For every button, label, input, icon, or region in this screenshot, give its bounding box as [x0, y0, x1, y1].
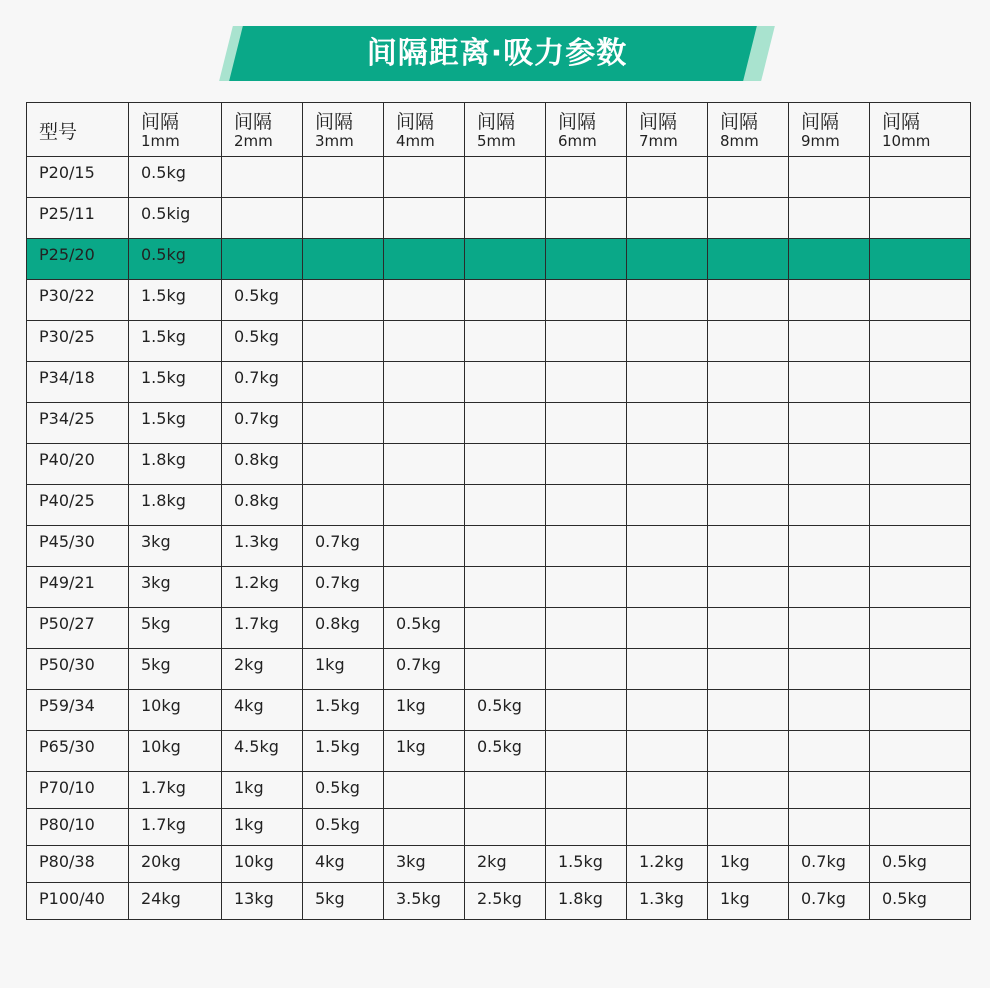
cell-value: [546, 608, 627, 649]
cell-value: [627, 403, 708, 444]
cell-value: [384, 485, 465, 526]
cell-model: P70/10: [27, 772, 129, 809]
cell-value: [303, 362, 384, 403]
cell-value: 0.7kg: [384, 649, 465, 690]
cell-value: [546, 444, 627, 485]
column-header: [789, 103, 870, 157]
cell-value: 1kg: [708, 883, 789, 920]
column-header-line1: 间隔: [882, 111, 921, 133]
table-row: [27, 198, 971, 239]
cell-value: 3kg: [384, 846, 465, 883]
cell-value: [546, 280, 627, 321]
cell-model: P40/25: [27, 485, 129, 526]
cell-value: [546, 362, 627, 403]
cell-value: [546, 772, 627, 809]
cell-value: [546, 239, 627, 280]
cell-value: 0.5kg: [465, 731, 546, 772]
cell-value: 1.5kg: [546, 846, 627, 883]
cell-value: [384, 198, 465, 239]
table-row: [27, 362, 971, 403]
cell-value: [708, 280, 789, 321]
table-row: [27, 526, 971, 567]
cell-model: P20/15: [27, 157, 129, 198]
cell-value: [789, 526, 870, 567]
cell-value: [870, 567, 971, 608]
cell-value: [627, 362, 708, 403]
cell-value: 1.8kg: [129, 485, 222, 526]
column-header-line1: 间隔: [234, 111, 273, 133]
cell-value: [708, 690, 789, 731]
column-header: [303, 103, 384, 157]
cell-value: [789, 485, 870, 526]
cell-value: 0.5kg: [129, 157, 222, 198]
cell-value: [384, 362, 465, 403]
cell-value: [708, 444, 789, 485]
cell-model: P45/30: [27, 526, 129, 567]
cell-value: [465, 649, 546, 690]
table-row: [27, 485, 971, 526]
column-header-line2: 6mm: [558, 132, 597, 150]
cell-value: [303, 198, 384, 239]
cell-value: [789, 608, 870, 649]
cell-value: [708, 403, 789, 444]
cell-value: 4kg: [303, 846, 384, 883]
cell-value: [384, 280, 465, 321]
cell-value: 4.5kg: [222, 731, 303, 772]
cell-value: [222, 198, 303, 239]
title-banner: [226, 26, 768, 81]
cell-value: [465, 362, 546, 403]
column-header-line1: 间隔: [639, 111, 678, 133]
spec-table: [26, 102, 971, 920]
cell-value: [789, 239, 870, 280]
cell-model: P30/25: [27, 321, 129, 362]
cell-value: [870, 321, 971, 362]
column-header-line2: 3mm: [315, 132, 354, 150]
cell-value: 0.5kg: [303, 772, 384, 809]
cell-value: 1kg: [222, 772, 303, 809]
cell-value: [384, 157, 465, 198]
cell-model: P100/40: [27, 883, 129, 920]
cell-value: [870, 772, 971, 809]
cell-value: 10kg: [129, 690, 222, 731]
table-row: [27, 608, 971, 649]
table-row: [27, 321, 971, 362]
cell-value: [870, 809, 971, 846]
cell-model: P30/22: [27, 280, 129, 321]
cell-model: P50/27: [27, 608, 129, 649]
cell-value: 0.5kg: [384, 608, 465, 649]
cell-value: 0.5kg: [870, 883, 971, 920]
cell-value: [627, 485, 708, 526]
cell-value: 0.8kg: [222, 444, 303, 485]
cell-value: [789, 772, 870, 809]
cell-value: 1.5kg: [129, 280, 222, 321]
cell-value: [627, 567, 708, 608]
cell-value: 1.5kg: [303, 690, 384, 731]
cell-value: [627, 198, 708, 239]
column-header: [129, 103, 222, 157]
column-header-line2: 9mm: [801, 132, 840, 150]
cell-value: 1.3kg: [627, 883, 708, 920]
cell-value: 0.5kg: [303, 809, 384, 846]
column-header-line2: 5mm: [477, 132, 516, 150]
cell-value: 0.7kg: [789, 846, 870, 883]
cell-value: [546, 321, 627, 362]
column-header-line2: 2mm: [234, 132, 273, 150]
cell-value: 1kg: [708, 846, 789, 883]
cell-value: [465, 526, 546, 567]
table-row: [27, 157, 971, 198]
cell-value: [870, 198, 971, 239]
cell-value: [870, 731, 971, 772]
cell-value: 0.7kg: [303, 567, 384, 608]
table-row-highlighted: [27, 239, 971, 280]
cell-value: [870, 608, 971, 649]
cell-value: [546, 731, 627, 772]
cell-value: [870, 690, 971, 731]
cell-value: [708, 321, 789, 362]
cell-model: P34/18: [27, 362, 129, 403]
cell-value: [870, 444, 971, 485]
cell-value: [303, 280, 384, 321]
cell-value: 2kg: [222, 649, 303, 690]
table-row: [27, 690, 971, 731]
cell-value: 20kg: [129, 846, 222, 883]
cell-value: [789, 403, 870, 444]
cell-value: 3kg: [129, 526, 222, 567]
cell-value: [627, 772, 708, 809]
cell-value: [465, 567, 546, 608]
cell-model: P80/10: [27, 809, 129, 846]
cell-value: [465, 608, 546, 649]
cell-value: [870, 157, 971, 198]
column-header-line2: 10mm: [882, 132, 931, 150]
column-header-line1: 间隔: [801, 111, 840, 133]
cell-value: 0.5kig: [129, 198, 222, 239]
cell-value: [546, 198, 627, 239]
table-row: [27, 403, 971, 444]
cell-value: [546, 157, 627, 198]
cell-value: [465, 239, 546, 280]
cell-value: [627, 444, 708, 485]
cell-value: 0.7kg: [222, 362, 303, 403]
cell-value: [465, 809, 546, 846]
cell-value: [303, 157, 384, 198]
cell-value: [465, 321, 546, 362]
cell-value: 0.7kg: [789, 883, 870, 920]
cell-value: [708, 809, 789, 846]
cell-value: [546, 649, 627, 690]
cell-value: 0.5kg: [129, 239, 222, 280]
cell-value: [303, 321, 384, 362]
table-row: [27, 772, 971, 809]
column-header-line2: 7mm: [639, 132, 678, 150]
cell-value: 13kg: [222, 883, 303, 920]
column-header: [708, 103, 789, 157]
cell-model: P59/34: [27, 690, 129, 731]
cell-value: 1kg: [222, 809, 303, 846]
table-row: [27, 280, 971, 321]
cell-value: 5kg: [129, 608, 222, 649]
cell-value: 3kg: [129, 567, 222, 608]
cell-value: 1.5kg: [129, 362, 222, 403]
cell-value: [708, 649, 789, 690]
column-header-line2: 8mm: [720, 132, 759, 150]
cell-value: 5kg: [129, 649, 222, 690]
cell-value: 5kg: [303, 883, 384, 920]
cell-value: 0.8kg: [303, 608, 384, 649]
cell-value: [384, 239, 465, 280]
cell-value: 0.8kg: [222, 485, 303, 526]
column-header-line1: 间隔: [720, 111, 759, 133]
cell-value: [465, 772, 546, 809]
cell-value: [789, 157, 870, 198]
cell-value: [465, 280, 546, 321]
column-header-line1: 间隔: [315, 111, 354, 133]
cell-value: 1kg: [303, 649, 384, 690]
cell-model: P25/20: [27, 239, 129, 280]
cell-value: 1kg: [384, 731, 465, 772]
cell-value: [303, 485, 384, 526]
cell-value: 2.5kg: [465, 883, 546, 920]
cell-value: [465, 485, 546, 526]
cell-model: P25/11: [27, 198, 129, 239]
cell-value: 1.8kg: [129, 444, 222, 485]
column-header-line2: 4mm: [396, 132, 435, 150]
cell-value: 1.3kg: [222, 526, 303, 567]
cell-value: 1.7kg: [129, 772, 222, 809]
cell-value: 1.5kg: [129, 403, 222, 444]
cell-value: [708, 362, 789, 403]
cell-value: 4kg: [222, 690, 303, 731]
cell-value: 0.5kg: [222, 280, 303, 321]
column-header-line1: 间隔: [141, 111, 180, 133]
cell-value: 0.5kg: [465, 690, 546, 731]
cell-value: [465, 403, 546, 444]
table-row: [27, 444, 971, 485]
cell-value: [789, 362, 870, 403]
cell-model: P80/38: [27, 846, 129, 883]
column-header: [384, 103, 465, 157]
table-row: [27, 567, 971, 608]
cell-value: 3.5kg: [384, 883, 465, 920]
cell-value: [627, 157, 708, 198]
column-header-line2: 1mm: [141, 132, 180, 150]
cell-value: [303, 444, 384, 485]
cell-value: [789, 567, 870, 608]
cell-value: [870, 485, 971, 526]
cell-value: 1.5kg: [129, 321, 222, 362]
column-header: [465, 103, 546, 157]
cell-value: [303, 403, 384, 444]
cell-value: [789, 321, 870, 362]
cell-value: [627, 321, 708, 362]
cell-value: [627, 608, 708, 649]
cell-value: [789, 690, 870, 731]
column-header-line1: 间隔: [477, 111, 516, 133]
cell-value: [789, 280, 870, 321]
cell-value: [870, 649, 971, 690]
cell-value: 0.5kg: [222, 321, 303, 362]
cell-value: [627, 690, 708, 731]
cell-value: 1.5kg: [303, 731, 384, 772]
cell-value: [384, 809, 465, 846]
cell-value: 1kg: [384, 690, 465, 731]
cell-value: 10kg: [222, 846, 303, 883]
cell-value: [870, 280, 971, 321]
cell-model: P40/20: [27, 444, 129, 485]
cell-value: [384, 444, 465, 485]
cell-value: [384, 567, 465, 608]
cell-model: P50/30: [27, 649, 129, 690]
cell-value: [384, 403, 465, 444]
cell-value: 0.5kg: [870, 846, 971, 883]
cell-value: [546, 690, 627, 731]
cell-model: P34/25: [27, 403, 129, 444]
column-header: [546, 103, 627, 157]
cell-model: P49/21: [27, 567, 129, 608]
cell-value: [627, 809, 708, 846]
cell-value: [870, 403, 971, 444]
cell-value: 0.7kg: [303, 526, 384, 567]
cell-value: [384, 526, 465, 567]
cell-value: [708, 157, 789, 198]
column-header: [627, 103, 708, 157]
cell-value: 2kg: [465, 846, 546, 883]
cell-value: [303, 239, 384, 280]
cell-value: 1.2kg: [222, 567, 303, 608]
cell-value: [627, 239, 708, 280]
cell-value: [789, 731, 870, 772]
cell-value: 24kg: [129, 883, 222, 920]
cell-value: [789, 444, 870, 485]
cell-value: [708, 731, 789, 772]
cell-value: [708, 772, 789, 809]
table-row: [27, 883, 971, 920]
cell-value: [789, 649, 870, 690]
cell-value: 10kg: [129, 731, 222, 772]
cell-value: [546, 526, 627, 567]
table-row: [27, 846, 971, 883]
cell-value: 1.2kg: [627, 846, 708, 883]
cell-value: [708, 239, 789, 280]
cell-value: [708, 567, 789, 608]
cell-value: [465, 157, 546, 198]
cell-value: [384, 321, 465, 362]
cell-value: [465, 198, 546, 239]
cell-value: 1.8kg: [546, 883, 627, 920]
cell-value: [708, 526, 789, 567]
cell-value: [789, 809, 870, 846]
cell-value: [627, 526, 708, 567]
cell-value: [222, 239, 303, 280]
cell-value: [870, 526, 971, 567]
column-header: [222, 103, 303, 157]
cell-value: 0.7kg: [222, 403, 303, 444]
cell-value: [546, 809, 627, 846]
page-title: 间隔距离·吸力参数: [366, 36, 628, 71]
column-header: [870, 103, 971, 157]
cell-value: [870, 239, 971, 280]
column-header-line1: 间隔: [396, 111, 435, 133]
cell-value: [546, 567, 627, 608]
table-header-row: [27, 103, 971, 157]
cell-value: [546, 403, 627, 444]
cell-value: [627, 731, 708, 772]
cell-value: [222, 157, 303, 198]
cell-value: [465, 444, 546, 485]
column-header-model: 型号: [27, 103, 129, 157]
table-row: [27, 649, 971, 690]
table-body: [27, 157, 971, 920]
cell-value: [384, 772, 465, 809]
cell-value: [708, 198, 789, 239]
cell-value: [627, 280, 708, 321]
cell-value: [789, 198, 870, 239]
cell-model: P65/30: [27, 731, 129, 772]
cell-value: 1.7kg: [222, 608, 303, 649]
table-row: [27, 731, 971, 772]
column-header-line1: 间隔: [558, 111, 597, 133]
cell-value: [708, 608, 789, 649]
cell-value: [627, 649, 708, 690]
table-row: [27, 809, 971, 846]
cell-value: [546, 485, 627, 526]
cell-value: [870, 362, 971, 403]
cell-value: [708, 485, 789, 526]
cell-value: 1.7kg: [129, 809, 222, 846]
